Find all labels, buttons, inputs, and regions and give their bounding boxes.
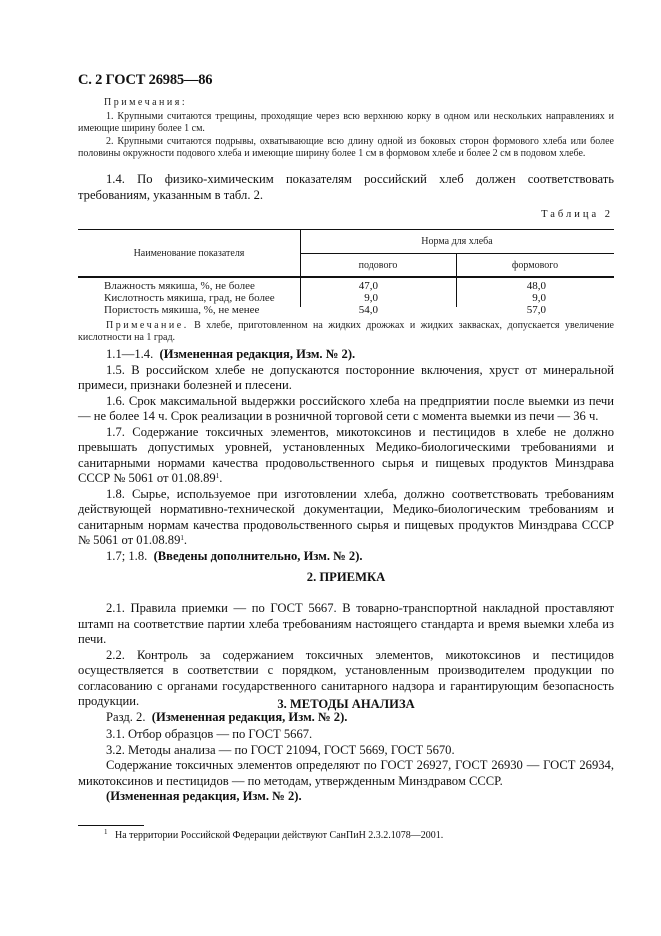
row-value: 54,0 (358, 304, 378, 316)
heading-section-2: 2. ПРИЕМКА (306, 570, 386, 584)
paragraph-1-8: 1.8. Сырье, используемое при изготовлении хлеба, должно соответствовать требованиям действующей нормативно-технической документации, Медико-биологическим требованиям и санитарным нормам качества продовольственного сырья и пищевых продуктов Минздрава СССР № 5061 от 01.08.89$^1$. (78, 486, 614, 547)
table-top-rule (78, 229, 614, 230)
row-name: Влажность мякиша, %, не более (104, 280, 255, 292)
paragraph-3-2b: Содержание токсичных элементов определяют по ГОСТ 26927, ГОСТ 26930 — ГОСТ 26934, микотоксинов и пестицидов — по методам, утвержденным Минздравом СССР. (78, 758, 614, 788)
note-1: 1. Крупными считаются трещины, проходящие через всю верхнюю корку в одном или нескольких направлениях и имеющие ширину более 1 см. (78, 111, 614, 134)
subcol-formovogo: формового (511, 260, 559, 271)
footnote-rule (78, 825, 144, 826)
page-header: С. 2 ГОСТ 26985—86 (78, 72, 213, 88)
row-value: 9,0 (364, 292, 378, 304)
paragraph-1-7: 1.7. Содержание токсичных элементов, микотоксинов и пестицидов в хлебе не должно превышать допустимых уровней, установленных Медико-биологическими требованиями и санитарными нормами качества продовольственного сырья и пищевых продуктов Минздрава СССР № 5061 от 01.08.89$^1$. (78, 424, 614, 485)
row-name: Кислотность мякиша, град, не более (104, 292, 275, 304)
amend-razd-2: Разд. 2. (Измененная редакция, Изм. № 2). (106, 709, 348, 724)
col-group-header: Норма для хлеба (421, 236, 493, 247)
paragraph-2-1: 2.1. Правила приемки — по ГОСТ 5667. В товарно-транспортной накладной проставляют штамп на соответствие партии хлеба требованиям настоящего стандарта и время выемки хлеба из печи. (78, 601, 614, 646)
table-note: Примечание. В хлебе, приготовленном на жидких дрожжах и жидких заквасках, допускается увеличение кислотности на 1 град. (78, 320, 614, 343)
paragraph-3-1: 3.1. Отбор образцов — по ГОСТ 5667. (106, 727, 313, 741)
row-value: 9,0 (532, 292, 546, 304)
paragraph-1-6: 1.6. Срок максимальной выдержки российского хлеба на предприятии после выемки из печи — не более 14 ч. Срок реализации в розничной торговой сети с момента выемки из печи — 36 ч. (78, 393, 614, 423)
paragraph-2-2: 2.2. Контроль за содержанием токсичных элементов, микотоксинов и пестицидов осуществляется в соответствии с порядком, установленным производителем продукции по согласованию с органами государственного санитарного надзора и гарантирующим безопасность продукции. (78, 647, 614, 708)
note-2: 2. Крупными считаются подрывы, охватывающие всю длину одной из боковых сторон формового хлеба или более половины окружности подового хлеба и имеющие ширину более 1 см в формовом хлебе и более 2 см в подовом хлебе. (78, 136, 614, 159)
row-name: Пористость мякиша, %, не менее (104, 304, 260, 316)
table-caption: Таблица 2 (541, 209, 613, 220)
row-value: 57,0 (526, 304, 546, 316)
amend-1-7-1-8: 1.7; 1.8. (Введены дополнительно, Изм. № 2). (106, 548, 363, 563)
row-value: 48,0 (526, 280, 546, 292)
row-value: 47,0 (358, 280, 378, 292)
table-subheader-rule (300, 253, 614, 254)
col-header-name: Наименование показателя (133, 248, 245, 259)
subcol-podovogo: подового (358, 260, 398, 271)
table-header-rule (78, 276, 614, 278)
footnote: $^1$ На территории Российской Федерации действуют СанПиН 2.3.2.1078—2001. (104, 828, 444, 841)
amend-3: (Измененная редакция, Изм. № 2). (106, 789, 302, 803)
section-3-body (78, 727, 614, 805)
paragraph-1-5: 1.5. В российском хлебе не допускаются посторонние включения, хруст от минеральной примеси, признаки болезней и плесени. (78, 362, 614, 392)
section-1-body (78, 347, 614, 564)
heading-section-3: 3. МЕТОДЫ АНАЛИЗА (277, 697, 415, 711)
paragraph-3-2: 3.2. Методы анализа — по ГОСТ 21094, ГОСТ 5669, ГОСТ 5670. (106, 742, 455, 757)
amend-1-1-1-4: 1.1—1.4. (Измененная редакция, Изм. № 2). (106, 347, 356, 361)
notes-title: Примечания: (104, 97, 188, 108)
paragraph-1-4: 1.4. По физико-химическим показателям российский хлеб должен соответствовать требованиям, указанным в табл. 2. (78, 172, 614, 202)
